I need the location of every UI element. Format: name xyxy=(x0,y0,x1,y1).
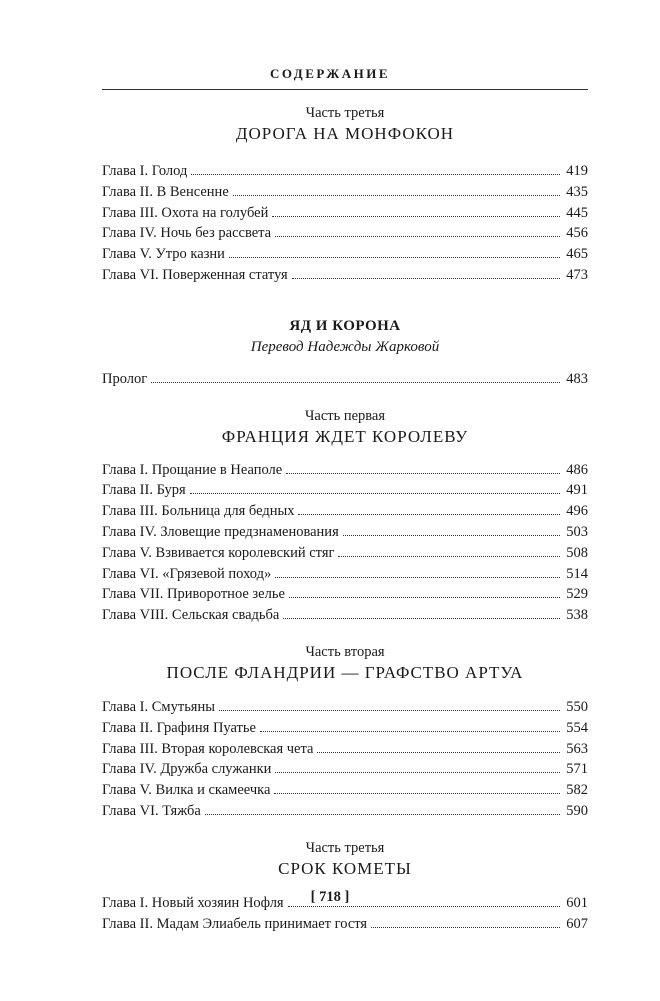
dot-leader xyxy=(298,514,560,515)
dot-leader xyxy=(289,597,560,598)
entry-title: Глава V. Вилка и скамеечка xyxy=(102,782,271,799)
toc-entry[interactable] xyxy=(102,203,588,224)
toc-entry[interactable] xyxy=(102,543,588,564)
dot-leader xyxy=(275,236,560,237)
part-label: Часть третья xyxy=(305,839,385,856)
entry-title: Глава IV. Дружба служанки xyxy=(102,761,272,778)
entry-title: Глава I. Прощание в Неаполе xyxy=(102,461,283,478)
part-title: ФРАНЦИЯ ЖДЕТ КОРОЛЕВУ xyxy=(221,426,469,446)
part-title: ПОСЛЕ ФЛАНДРИИ — ГРАФСТВО АРТУА xyxy=(166,662,524,682)
entry-title: Глава V. Взвивается королевский стяг xyxy=(102,544,335,561)
toc-entry[interactable] xyxy=(102,480,588,501)
entry-page: 445 xyxy=(566,204,588,221)
toc-entry[interactable] xyxy=(102,265,588,286)
dot-leader xyxy=(343,535,561,536)
dot-leader xyxy=(275,577,560,578)
dot-leader xyxy=(292,278,561,279)
header-rule xyxy=(102,89,588,90)
entry-page: 456 xyxy=(566,225,588,242)
dot-leader xyxy=(191,174,560,175)
toc-section xyxy=(102,390,588,626)
dot-leader xyxy=(274,793,560,794)
dot-leader xyxy=(233,195,560,196)
entry-title: Пролог xyxy=(102,370,148,387)
entry-title: Глава IV. Ночь без рассвета xyxy=(102,225,272,242)
entry-title: Глава II. В Венсенне xyxy=(102,183,229,200)
entry-title: Глава VI. Тяжба xyxy=(102,802,201,819)
toc-entry[interactable] xyxy=(102,780,588,801)
entry-title: Глава VII. Приворотное зелье xyxy=(102,586,285,603)
toc-entry[interactable] xyxy=(102,801,588,822)
dot-leader xyxy=(338,556,560,557)
toc-entry[interactable] xyxy=(102,718,588,739)
toc-entry[interactable] xyxy=(102,914,588,935)
toc-entry[interactable] xyxy=(102,522,588,543)
entry-page: 571 xyxy=(566,761,588,778)
entry-title: Глава III. Вторая королевская чета xyxy=(102,740,314,757)
entry-page: 601 xyxy=(566,894,588,911)
book-title: ЯД И КОРОНА xyxy=(289,317,401,334)
entry-page: 529 xyxy=(566,586,588,603)
toc-entry[interactable] xyxy=(102,369,588,390)
entry-page: 503 xyxy=(566,523,588,540)
entry-title: Глава VI. «Грязевой поход» xyxy=(102,565,272,582)
dot-leader xyxy=(260,731,560,732)
toc-entry[interactable] xyxy=(102,223,588,244)
dot-leader xyxy=(229,257,560,258)
entry-title: Глава VI. Поверженная статуя xyxy=(102,266,288,283)
entry-page: 483 xyxy=(566,370,588,387)
entry-page: 590 xyxy=(566,802,588,819)
entry-title: Глава II. Мадам Элиабель принимает гостя xyxy=(102,915,368,932)
entry-title: Глава I. Голод xyxy=(102,163,188,179)
entry-title: Глава VIII. Сельская свадьба xyxy=(102,607,280,624)
dot-leader xyxy=(219,710,560,711)
dot-leader xyxy=(272,216,560,217)
toc-section xyxy=(102,286,588,390)
toc-section xyxy=(102,822,588,935)
entry-page: 419 xyxy=(566,163,588,179)
dot-leader xyxy=(371,927,560,928)
entry-page: 514 xyxy=(566,565,588,582)
toc-entry[interactable] xyxy=(102,697,588,718)
entry-title: Глава V. Утро казни xyxy=(102,246,225,263)
toc-entry[interactable] xyxy=(102,244,588,265)
dot-leader xyxy=(317,752,560,753)
toc-entry[interactable] xyxy=(102,759,588,780)
toc-entry[interactable] xyxy=(102,739,588,760)
entry-title: Глава II. Графиня Пуатье xyxy=(102,719,256,736)
toc-header: СОДЕРЖАНИЕ xyxy=(269,66,391,81)
dot-leader xyxy=(205,814,560,815)
entry-page: 465 xyxy=(566,246,588,263)
entry-title: Глава I. Смутьяны xyxy=(102,698,215,715)
dot-leader xyxy=(275,772,560,773)
part-title: ДОРОГА НА МОНФОКОН xyxy=(235,124,455,143)
entry-page: 473 xyxy=(566,266,588,283)
entry-title: Глава III. Охота на голубей xyxy=(102,204,269,221)
entry-title: Глава II. Буря xyxy=(102,482,186,499)
part-title: СРОК КОМЕТЫ xyxy=(278,858,412,878)
entry-page: 563 xyxy=(566,740,588,757)
dot-leader xyxy=(190,493,561,494)
toc-entry[interactable] xyxy=(102,564,588,585)
entry-title: Глава IV. Зловещие предзнаменования xyxy=(102,523,339,540)
entry-title: Глава III. Больница для бедных xyxy=(102,503,295,520)
entry-page: 486 xyxy=(566,461,588,478)
page-number: [ 718 ] xyxy=(310,889,350,905)
toc-entry[interactable] xyxy=(102,501,588,522)
toc-section xyxy=(102,100,588,286)
entry-page: 607 xyxy=(566,915,588,932)
entry-title: Глава I. Новый хозяин Нофля xyxy=(102,894,284,911)
toc-section xyxy=(102,626,588,822)
toc-entry[interactable] xyxy=(102,460,588,481)
translator-credit: Перевод Надежды Жарковой xyxy=(250,338,440,355)
dot-leader xyxy=(151,382,560,383)
entry-page: 435 xyxy=(566,183,588,200)
entry-page: 582 xyxy=(566,782,588,799)
toc-content xyxy=(102,100,588,934)
toc-entry[interactable] xyxy=(102,161,588,182)
toc-entry[interactable] xyxy=(102,182,588,203)
entry-page: 496 xyxy=(566,503,588,520)
part-label: Часть первая xyxy=(304,407,386,424)
part-label: Часть третья xyxy=(305,105,385,121)
dot-leader xyxy=(286,473,560,474)
entry-page: 491 xyxy=(566,482,588,499)
entry-page: 554 xyxy=(566,719,588,736)
entry-page: 538 xyxy=(566,607,588,624)
dot-leader xyxy=(283,618,560,619)
entry-page: 508 xyxy=(566,544,588,561)
toc-entry[interactable] xyxy=(102,584,588,605)
entry-page: 550 xyxy=(566,698,588,715)
toc-entry[interactable] xyxy=(102,605,588,626)
part-label: Часть вторая xyxy=(305,643,385,660)
